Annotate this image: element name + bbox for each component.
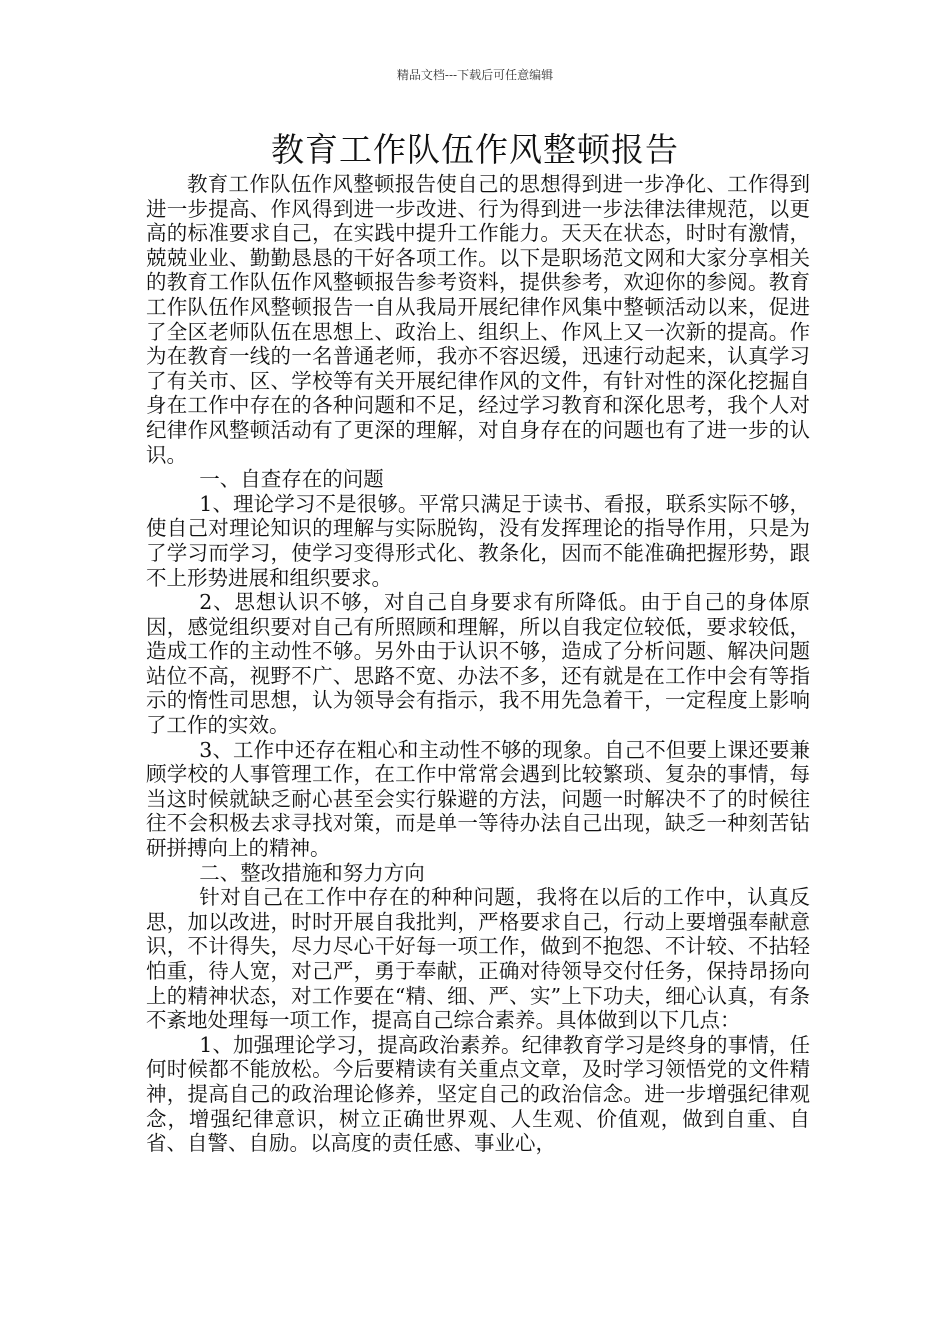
problem-item-1: 1、理论学习不是很够。平常只满足于读书、看报，联系实际不够，使自己对理论知识的理解与实际脱钩，没有发挥理论的指导作用，只是为了学习而学习，使学习变得形式化、教条化，因而不能准确把握形势，跟不上形势进展和组织要求。 — [146, 491, 810, 590]
document-body — [146, 172, 810, 1156]
intro-paragraph: 教育工作队伍作风整顿报告使自己的思想得到进一步净化、工作得到进一步提高、作风得到进一步改进、行为得到进一步法律法律规范，以更高的标准要求自己，在实践中提升工作能力。天天在状态，时时有激情，兢兢业业、勤勤恳恳的干好各项工作。以下是职场范文网和大家分享相关的教育工作队伍作风整顿报告参考资料，提供参考，欢迎你的参阅。教育工作队伍作风整顿报告一自从我局开展纪律作风集中整顿活动以来，促进了全区老师队伍在思想上、政治上、组织上、作风上又一次新的提高。作为在教育一线的一名普通老师，我亦不容迟缓，迅速行动起来，认真学习了有关市、区、学校等有关开展纪律作风的文件，有针对性的深化挖掘自身在工作中存在的各种问题和不足，经过学习教育和深化思考，我个人对纪律作风整顿活动有了更深的理解，对自身存在的问题也有了进一步的认识。 — [146, 172, 810, 467]
section-heading-measures: 二、整改措施和努力方向 — [199, 860, 425, 885]
problem-item-3: 3、工作中还存在粗心和主动性不够的现象。自己不但要上课还要兼顾学校的人事管理工作，在工作中常常会遇到比较繁琐、复杂的事情，每当这时候就缺乏耐心甚至会实行躲避的方法，问题一时解决不了的时候往往不会积极去求寻找对策，而是单一等待办法自己出现，缺乏一种刻苦钻研拼搏向上的精神。 — [146, 737, 810, 861]
document-title: 教育工作队伍作风整顿报告 — [271, 130, 679, 169]
problem-item-2: 2、思想认识不够，对自己自身要求有所降低。由于自己的身体原因，感觉组织要对自己有所照顾和理解，所以自我定位较低，要求较低，造成工作的主动性不够。另外由于认识不够，造成了分析问题、解决问题站位不高，视野不广、思路不宽、办法不多，还有就是在工作中会有等指示的惰性司思想，认为领导会有指示，我不用先急着干，一定程度上影响了工作的实效。 — [146, 590, 810, 738]
page-header-note: 精品文档---下载后可任意编辑 — [396, 68, 554, 82]
section-heading-problems: 一、自查存在的问题 — [199, 467, 384, 492]
measures-paragraph: 针对自己在工作中存在的种种问题，我将在以后的工作中，认真反思，加以改进，时时开展自我批判，严格要求自己，行动上要增强奉献意识，不计得失，尽力尽心干好每一项工作，做到不抱怨、不计较、不拈轻怕重，待人宽，对己严，勇于奉献，正确对待领导交付任务，保持昂扬向上的精神状态，对工作要在“精、细、严、实”上下功夫，细心认真，有条不紊地处理每一项工作，提高自己综合素养。具体做到以下几点： — [146, 885, 810, 1033]
measure-item-1: 1、加强理论学习，提高政治素养。纪律教育学习是终身的事情，任何时候都不能放松。今后要精读有关重点文章，及时学习领悟党的文件精神，提高自己的政治理论修养，坚定自己的政治信念。进一步增强纪律观念，增强纪律意识，树立正确世界观、人生观、价值观，做到自重、自省、自警、自励。以高度的责任感、事业心， — [146, 1032, 810, 1156]
